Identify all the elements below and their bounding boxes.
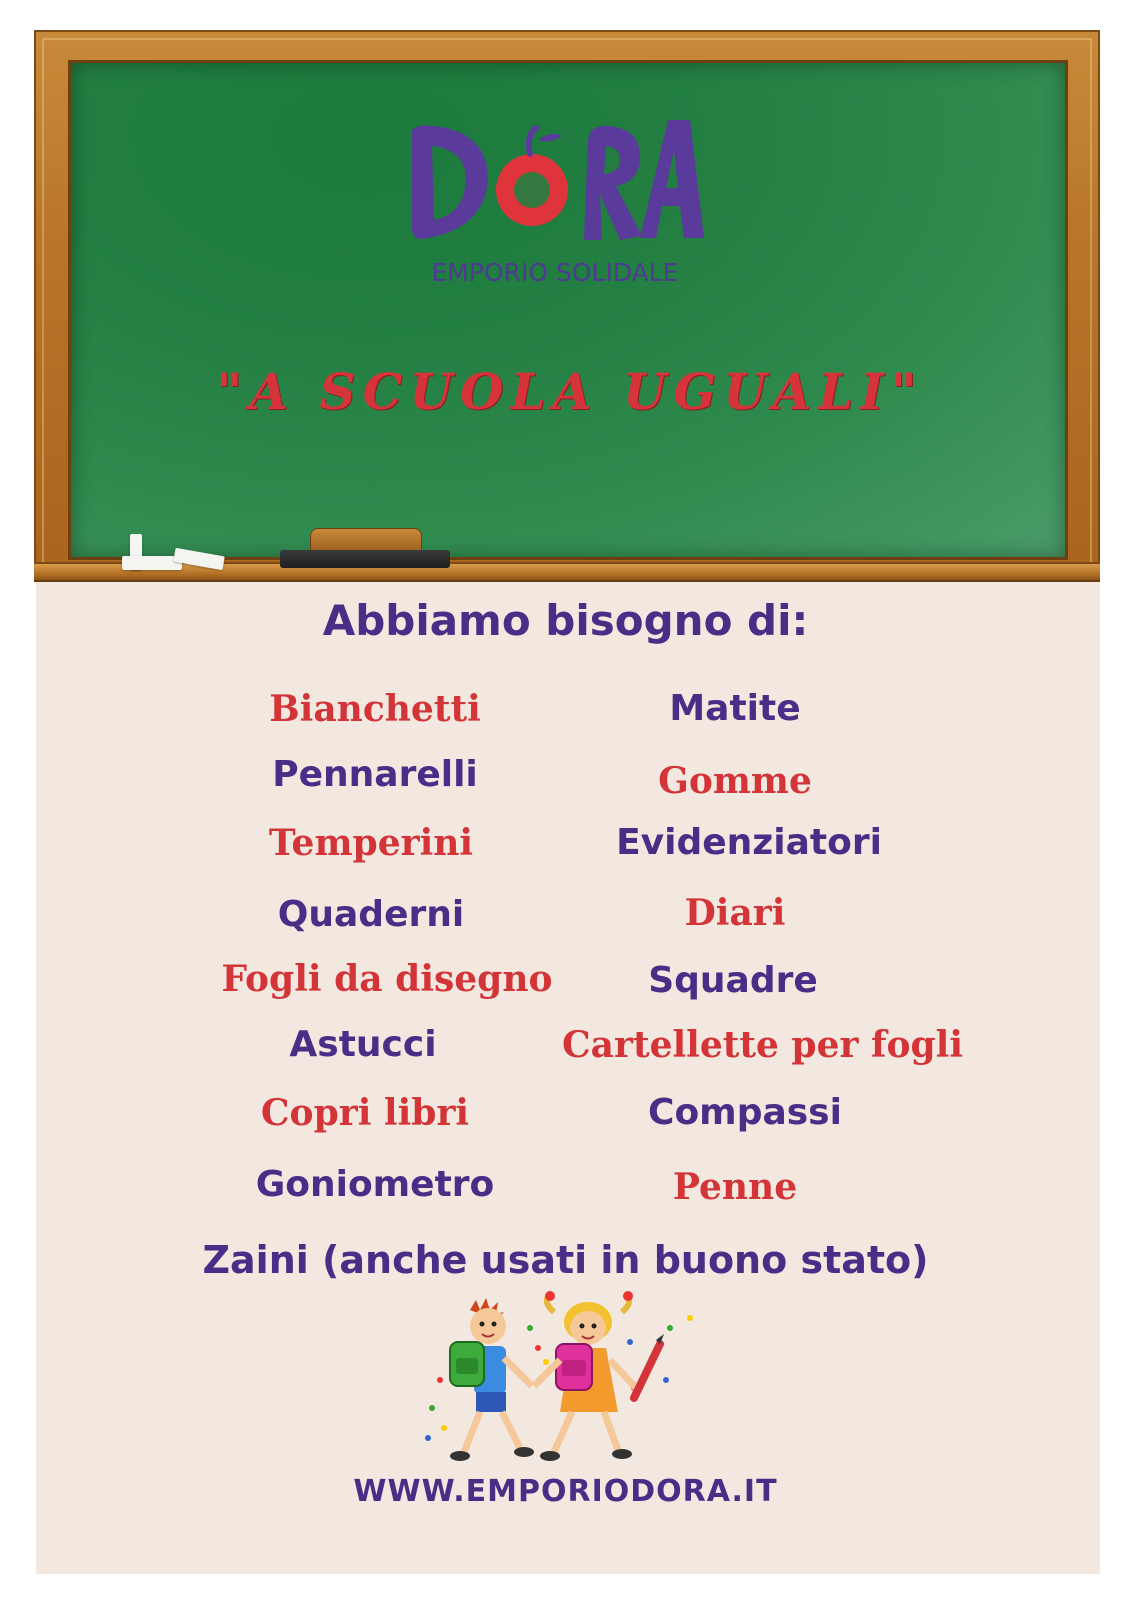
girl-figure: [534, 1291, 664, 1461]
list-item: Compassi: [648, 1092, 842, 1133]
list-item: Penne: [672, 1166, 798, 1208]
list-item: Fogli da disegno: [221, 958, 553, 1000]
list-item: Bianchetti: [269, 688, 481, 730]
list-item: Goniometro: [255, 1164, 495, 1205]
boy-figure: [450, 1298, 534, 1461]
logo-subtitle: EMPORIO SOLIDALE: [431, 258, 679, 287]
list-item: Temperini: [268, 822, 474, 864]
list-item: Cartellette per fogli: [562, 1024, 964, 1066]
list-item: Pennarelli: [272, 754, 478, 795]
headline: "A SCUOLA UGUALI": [216, 362, 924, 421]
list-item: Diari: [684, 892, 786, 934]
list-item: Gomme: [658, 760, 812, 802]
list-item: Matite: [669, 688, 801, 729]
list-item: Squadre: [648, 960, 818, 1001]
list-item: Quaderni: [277, 894, 465, 935]
backpacks-item: Zaini (anche usati in buono stato): [202, 1238, 929, 1282]
list-item: Evidenziatori: [616, 822, 882, 863]
list-item: Copri libri: [260, 1092, 470, 1134]
eraser: [280, 528, 450, 570]
school-kids-illustration: [420, 1288, 710, 1478]
website-url[interactable]: WWW.EMPORIODORA.IT: [353, 1474, 778, 1509]
needs-title: Abbiamo bisogno di:: [322, 596, 809, 645]
list-item: Astucci: [289, 1024, 437, 1065]
logo-wordmark: [404, 110, 704, 250]
